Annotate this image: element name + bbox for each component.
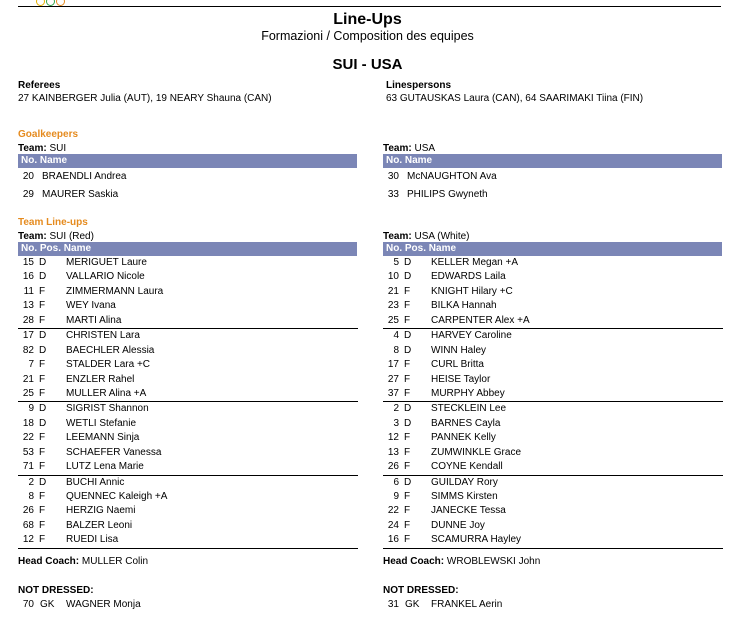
player-number: 11 [23,285,34,297]
player-name: WINN Haley [431,344,487,356]
player-number: 23 [387,300,399,312]
player-position: F [404,432,411,444]
table-header: No. Name [18,154,357,168]
player-position: F [404,387,411,399]
table-row [383,358,723,372]
linespersons-block [386,80,726,104]
table-row [18,598,358,612]
player-position: F [39,446,46,458]
player-position: D [39,257,47,268]
team-name: USA [414,143,436,154]
player-name: ZUMWINKLE Grace [431,446,522,458]
player-name: CURL Britta [431,359,484,371]
player-number: 33 [387,189,399,200]
table-row [18,299,358,313]
player-name: BALZER Leoni [66,519,133,531]
team-label: Team: [383,143,412,154]
player-name: STALDER Lara +C [66,359,151,371]
player-position: F [404,285,411,297]
linespersons-value: 63 GUTAUSKAS Laura (CAN), 64 SAARIMAKI Tiina (FIN) [386,93,644,104]
table-row [383,402,723,416]
player-number: 6 [393,476,399,488]
table-row [18,460,358,475]
player-number: 9 [393,491,399,502]
player-name: SCAMURRA Hayley [431,534,522,546]
player-number: 29 [22,189,34,200]
table-row [18,504,358,518]
player-position: D [404,344,412,356]
player-number: 25 [22,387,34,399]
player-position: F [39,491,46,502]
team-name: USA (White) [414,231,470,242]
player-rows [383,256,723,549]
player-number: 21 [22,373,34,385]
table-row [383,598,723,612]
table-row [18,476,358,490]
player-position: D [404,257,412,268]
player-position: D [39,403,47,415]
table-header: No. Name [383,154,722,168]
table-row [18,417,358,431]
player-name: EDWARDS Laila [431,271,506,283]
table-row [18,490,358,504]
team-name: SUI [49,143,67,154]
player-name: BRAENDLI Andrea [42,171,127,182]
table-row [18,186,358,204]
table-row [18,270,358,284]
table-row [18,314,358,329]
player-name: BARNES Cayla [431,417,501,429]
team-line [18,231,358,242]
table-row [18,285,358,299]
player-position: D [404,271,412,283]
lineup-table-away [383,231,723,567]
player-number: 20 [22,171,34,182]
head-coach [383,556,723,567]
goalkeepers-section-title: Goalkeepers [18,129,79,140]
team-name: SUI (Red) [49,231,94,242]
table-row [383,533,723,548]
player-number: 82 [22,344,34,356]
table-row [383,314,723,329]
player-position: D [39,476,47,488]
player-number: 3 [393,417,399,429]
player-position: F [404,373,411,385]
table-row [383,387,723,402]
player-name: HARVEY Caroline [431,330,512,342]
player-name: HEISE Taylor [431,373,491,385]
table-row [18,431,358,445]
player-number: 37 [387,387,399,399]
player-number: 25 [387,314,399,326]
player-name: JANECKE Tessa [431,505,506,517]
player-position: F [404,359,411,371]
table-row [383,476,723,490]
head-coach-label: Head Coach: [18,555,80,567]
team-label: Team: [383,231,412,242]
table-row [383,256,723,270]
table-row [383,168,723,186]
referees-block [18,80,358,104]
player-number: 2 [393,403,399,415]
player-position: F [39,359,46,371]
player-position: F [39,534,46,546]
player-number: 21 [387,285,399,297]
table-row [18,358,358,372]
player-position: F [404,314,411,326]
player-name: QUENNEC Kaleigh +A [66,491,168,502]
player-number: 31 [387,599,399,610]
team-label: Team: [18,143,47,154]
table-row [383,519,723,533]
player-name: FRANKEL Aerin [431,599,503,610]
player-position: F [404,446,411,458]
player-position: F [404,461,411,473]
player-number: 18 [22,417,34,429]
team-line [383,231,723,242]
player-name: LUTZ Lena Marie [66,461,144,473]
page-title: Line-Ups [333,11,402,28]
player-number: 26 [387,461,399,473]
table-row [18,256,358,270]
player-number: 17 [387,359,399,371]
player-number: 53 [22,446,34,458]
player-number: 7 [28,359,34,371]
player-name: BAECHLER Alessia [66,344,155,356]
table-row [383,373,723,387]
player-position: F [39,285,46,297]
player-name: RUEDI Lisa [66,534,119,546]
head-coach [18,556,358,567]
table-row [383,431,723,445]
match-title: SUI - USA [332,56,403,73]
table-header: No. Pos. Name [18,242,357,256]
player-number: 13 [22,300,34,312]
player-number: 16 [387,534,399,546]
player-number: 2 [28,476,34,488]
player-number: 17 [22,330,34,342]
player-number: 12 [22,534,34,546]
player-number: 70 [22,599,34,610]
player-position: F [39,387,46,399]
table-row [18,519,358,533]
player-position: D [404,330,412,342]
player-position: D [39,417,47,429]
player-name: GUILDAY Rory [431,476,498,488]
player-position: F [404,300,411,312]
table-row [18,168,358,186]
table-row [18,402,358,416]
player-position: F [404,534,411,546]
player-name: McNAUGHTON Ava [407,171,497,182]
player-name: MAURER Saskia [42,189,119,200]
table-row [383,285,723,299]
player-number: 68 [22,519,34,531]
not-dressed-home [18,585,358,612]
team-line [18,143,358,154]
player-number: 26 [22,505,34,517]
table-row [383,490,723,504]
page-subtitle: Formazioni / Composition des equipes [261,29,474,43]
table-row [18,329,358,343]
player-position: F [404,505,411,517]
table-row [383,329,723,343]
gk-table-away [383,143,723,204]
player-number: 13 [387,446,399,458]
player-name: WEY Ivana [66,300,116,312]
player-name: MERIGUET Laure [66,257,147,268]
player-name: ENZLER Rahel [66,373,135,385]
player-number: 22 [387,505,399,517]
player-name: WAGNER Monja [66,599,141,610]
player-name: BUCHI Annic [66,476,125,488]
table-row [18,344,358,358]
player-position: F [39,505,46,517]
table-row [383,186,723,204]
header-divider [18,6,721,7]
player-name: LEEMANN Sinja [66,432,140,444]
player-position: D [404,476,412,488]
player-name: DUNNE Joy [431,519,485,531]
player-position: D [39,344,47,356]
table-row [383,446,723,460]
player-position: F [39,432,46,444]
player-name: SIMMS Kirsten [431,491,498,502]
player-name: SCHAEFER Vanessa [66,446,162,458]
team-label: Team: [18,231,47,242]
player-position: F [39,314,46,326]
player-number: 4 [393,330,399,342]
player-number: 30 [387,171,399,182]
table-row [383,270,723,284]
player-name: KELLER Megan +A [431,257,518,268]
player-name: COYNE Kendall [431,461,503,473]
player-name: CHRISTEN Lara [66,330,140,342]
table-row [18,533,358,548]
gk-table-home [18,143,358,204]
player-position: F [39,519,46,531]
linespersons-label: Linespersons [386,80,452,91]
table-row [383,417,723,431]
player-number: 24 [387,519,399,531]
player-position: D [39,271,47,283]
player-position: F [39,373,46,385]
table-header: No. Pos. Name [383,242,722,256]
player-position: F [39,300,46,312]
player-position: F [404,491,411,502]
head-coach-name: MULLER Colin [81,555,149,567]
table-row [18,387,358,402]
player-position: F [39,461,46,473]
player-number: 8 [393,344,399,356]
player-name: PHILIPS Gwyneth [407,189,488,200]
table-row [18,446,358,460]
player-position: D [39,330,47,342]
player-position: GK [405,599,420,610]
player-number: 28 [22,314,34,326]
not-dressed-title: NOT DRESSED: [18,585,94,596]
player-number: 71 [22,461,34,473]
player-number: 9 [28,403,34,415]
not-dressed-away [383,585,723,612]
table-row [18,373,358,387]
player-position: D [404,403,412,415]
player-name: HERZIG Naemi [66,505,136,517]
table-row [383,460,723,475]
player-number: 8 [28,491,34,502]
player-number: 5 [393,257,399,268]
player-number: 27 [387,373,399,385]
not-dressed-title: NOT DRESSED: [383,585,459,596]
referees-label: Referees [18,80,61,91]
player-number: 10 [387,271,399,283]
table-row [383,344,723,358]
player-number: 15 [22,257,34,268]
logo [36,0,66,3]
player-name: WETLI Stefanie [66,417,137,429]
player-name: PANNEK Kelly [431,432,496,444]
player-name: CARPENTER Alex +A [431,314,530,326]
head-coach-name: WROBLEWSKI John [446,555,541,567]
lineups-section-title: Team Line-ups [18,217,88,228]
head-coach-label: Head Coach: [383,555,445,567]
player-position: D [404,417,412,429]
player-name: STECKLEIN Lee [431,403,507,415]
player-name: ZIMMERMANN Laura [66,285,164,297]
player-name: SIGRIST Shannon [66,403,149,415]
player-name: BILKA Hannah [431,300,497,312]
player-name: KNIGHT Hilary +C [431,285,513,297]
player-name: MURPHY Abbey [431,387,505,399]
table-row [383,299,723,313]
table-row [383,504,723,518]
player-position: F [404,519,411,531]
player-number: 22 [22,432,34,444]
player-name: VALLARIO Nicole [66,271,145,283]
player-rows [18,256,358,549]
referees-value: 27 KAINBERGER Julia (AUT), 19 NEARY Shauna (CAN) [18,93,272,104]
lineup-table-home [18,231,358,567]
player-name: MARTI Alina [66,314,122,326]
player-name: MULLER Alina +A [66,387,147,399]
player-number: 16 [22,271,34,283]
team-line [383,143,723,154]
player-position: GK [40,599,55,610]
player-number: 12 [387,432,399,444]
